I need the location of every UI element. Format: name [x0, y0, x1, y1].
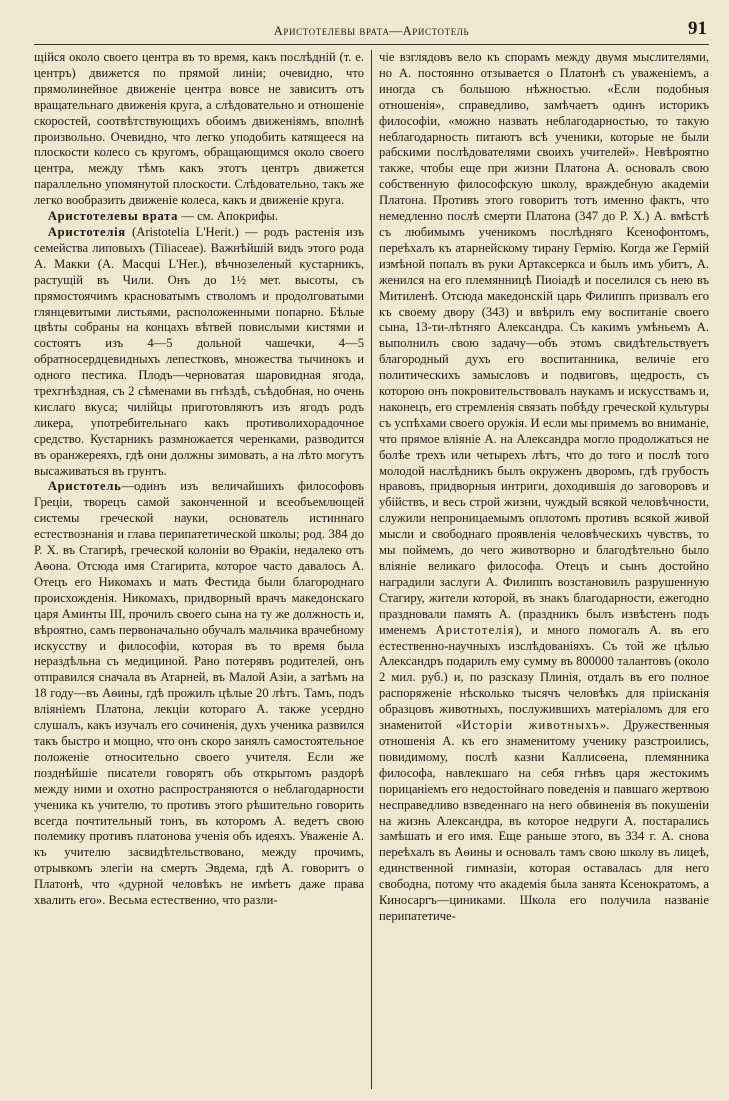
- header-rule: [34, 44, 709, 45]
- entry-aristotle: [34, 479, 364, 908]
- entry-headword: Аристотелія: [47, 224, 126, 239]
- text-columns: [34, 50, 709, 1089]
- text-run: ». Дружественныя отношенія А. къ его знаменитому ученику разстроились, повидимому, послѣ казни Каллисѳена, племянника философа, навлекшаго на себя гнѣвъ царя жестокимъ порицаніемъ его недостойнаго поведенія и павшаго жертвою несправедливо взведеннаго на него обвиненія въ покушеніи на жизнь Александра, въ которое недруги А. постарались замѣшать и его имя. Еще раньше этого, въ 334 г. А. снова переѣхалъ въ Аѳины и основалъ тамъ свою школу въ лицеѣ, единственной гимназіи, которая оставалась для него свободна, потому что академія была занята Ксенократомъ, а Киносаргъ—циниками. Школа его получила названіе перипатетиче-: [379, 718, 709, 923]
- entry-text: (Aristotelia L'Herit.) — родъ растенія изъ семейства липовыхъ (Tiliaceae). Важнѣйшій видъ этого рода А. Макки (A. Macqui L'Her.), вѣчнозеленый кустарникъ, растущій въ Чили. Онъ до 1½ мет. высоты, съ прямостоячимъ красноватымъ стволомъ и продолговатыми глянцевитыми листьями, расположенными попарно. Бѣлые цвѣты собраны на концахъ вѣтвей повислыми кистями и состоятъ изъ 4—5 дольной чашечки, 4—5 обратносердцевидныхъ лепестковъ, множества тычинокъ и одного пестика. Плодъ—черноватая шаровидная ягода, трехгнѣздная, съ 2 сѣменами въ гнѣздѣ, съѣдобная, но очень кислаго вкуса; чилійцы приготовляютъ изъ ягодъ родъ ликера, употребительнаго какъ противолихорадочное средство. Кустарникъ размножается черенками, разводится въ оранжереяхъ, гдѣ они должны зимовать, а на лѣто могутъ высаживаться въ грунтъ.: [34, 224, 364, 478]
- entry-headword: Аристотелевы врата: [47, 209, 179, 224]
- continued-paragraph: [379, 50, 709, 925]
- continued-paragraph: щійся около своего центра въ то время, какъ послѣдній (т. е. центръ) движется по прямой линіи; очевидно, что прямолинейное движеніе центра вовсе не зависитъ отъ вращательнаго движенія круга, а слѣдовательно и отношеніе скоростей, соотвѣтствующихъ обоимъ движеніямъ, вполнѣ произвольно. Очевидно, что легко уподобить катящееся на плоскости колесо съ кругомъ, обращающимся около своего центра, между тѣмъ какъ этотъ центръ движется параллельно упомянутой плоскости. Слѣдовательно, такъ же легко вообразить движеніе колеса, какъ и движеніе круга.: [34, 50, 364, 208]
- right-column: [371, 50, 709, 1089]
- entry-text: —одинъ изъ величайшихъ философовъ Греціи, творецъ самой законченной и всеобъемлющей системы греческой науки, основатель истиннаго естествознанія и глава перипатетической школы; род. 384 до Р. Х. въ Стагирѣ, греческой колоніи во Ѳракіи, недалеко отъ Аѳона. Отсюда имя Стагирита, которое часто давалось А. Отецъ его Никомахъ и мать Фестида были благороднаго происхожденія. Никомахъ, придворный врачъ македонскаго царя Аминты III, прочилъ своего сына на ту же должность и, вѣроятно, самъ первоначально обучалъ мальчика врачебному искусству и философіи, которая въ то время была нераздѣльна съ медициной. Рано потерявъ родителей, онъ отправился сначала въ Атарней, въ Малой Азіи, а затѣмъ на 18 году—въ Аѳины, гдѣ прожилъ цѣлые 20 лѣтъ. Тамъ, подъ вліяніемъ Платона, лекціи котораго А. также усердно слушалъ, какъ изучалъ его сочиненія, духъ ученика развился такъ быстро и мощно, что онъ скоро занялъ самостоятельное положеніе относительно своего учителя. Если же позднѣйшіе писатели говорятъ объ открытомъ раздорѣ между ними и охотно распространяются о неблагодарности ученика къ учителю, то противъ этого рѣшительно говорить всегда почтительный тонъ, въ которомъ А. ведетъ свою полемику противъ платонова ученія объ идеяхъ. Уваженіе А. къ учителю засвидѣтельствовано, между прочимъ, отрывкомъ элегіи на смерть Эвдема, гдѣ А. говоритъ о Платонѣ, что «дурной человѣкъ не имѣетъ даже права хвалить его». Весьма естественно, что разли-: [34, 479, 364, 908]
- spaced-term: Исторіи животныхъ: [462, 718, 600, 733]
- page-number: 91: [688, 18, 707, 39]
- text-run: чіе взглядовъ вело къ спорамъ между двумя мыслителями, но А. постоянно отзывается о Платонѣ съ уваженіемъ, а иногда съ большою нѣжностью. «Если подобныя отношенія», справедливо, замѣчаетъ одинъ историкъ философіи, «можно назвать неблагодарностью, то такую неблагодарность питаютъ всѣ ученики, которые не были рабскими послѣдователями своихъ учителей». Невѣроятно также, чтобы еще при жизни Платона А. основалъ свою собственную философскую школу, враждебную академіи Платона. Противъ этого говоритъ тотъ именно фактъ, что немедленно послѣ смерти Платона (347 до Р. Х.) А. вмѣстѣ съ любимымъ ученикомъ послѣдняго Ксенофонтомъ, переѣхалъ къ атарнейскому тирану Гермію. Когда же Гермій измѣной попалъ въ руки Артаксеркса и былъ имъ убитъ, А. женился на его племянницѣ Пиоіадѣ и поселился съ нею въ Митиленѣ. Отсюда македонскій царь Филиппъ призвалъ его къ своему двору (343) и ввѣрилъ ему воспитаніе своего сына, 13-ти-лѣтняго Александра. Съ какимъ умѣньемъ А. выполнилъ свою задачу—объ этомъ свидѣтельствуетъ благородный духъ его воспитанника, величіе его политическихъ замысловъ и подвиговъ, щедрость, съ которою онъ покровительствовалъ наукамъ и искусствамъ и, наконецъ, его стремленія связать побѣду греческой культуры съ успѣхами своего оружія. И если мы примемъ во вниманіе, что прямое вліяніе А. на Александра могло продолжаться не болѣе трехъ или четырехъ лѣтъ, что до того и послѣ того молодой наслѣдникъ былъ окруженъ дворомъ, гдѣ грубость нравовъ, придворныя интриги, доходившія до заговоровъ и убійствъ, и весь строй жизни, чуждый всякой человѣчности, служили непроницаемымъ оплотомъ противъ всякой живой мысли и свободнаго проявленія человѣческихъ чувствъ, то мы поймемъ, до чего животворно и благодѣтельно было вліяніе великаго философа. Отецъ и сынъ достойно наградили заслуги А. Филиппъ возстановилъ разрушенную Стагиру, жители которой, въ знакъ благодарности, ежегодно праздновали память А. (праздникъ былъ извѣстенъ подъ именемъ: [379, 50, 709, 637]
- spaced-term: Аристотелія: [435, 622, 515, 637]
- entry-aristotelia: [34, 225, 364, 480]
- page-header-title: Аристотелевы врата—Аристотель: [273, 24, 470, 38]
- left-column: [34, 50, 371, 1089]
- text-run: ), и много помогалъ А. въ его естественно-научныхъ изслѣдованіяхъ. Съ той же цѣлью Александръ подарилъ ему сумму въ 800000 талантовъ (около 2 мил. руб.) и, по разсказу Плинія, отдалъ въ его полное распоряженіе нѣсколько тысячъ человѣкъ для пріисканія образцовъ животныхъ, послужившихъ матеріаломъ для его знаменитой «: [379, 622, 709, 733]
- running-head: [34, 18, 709, 44]
- entry-text: — см. Апокрифы.: [178, 209, 278, 224]
- entry-aristotle-gates: [34, 209, 364, 225]
- entry-headword: Аристотель: [47, 479, 122, 494]
